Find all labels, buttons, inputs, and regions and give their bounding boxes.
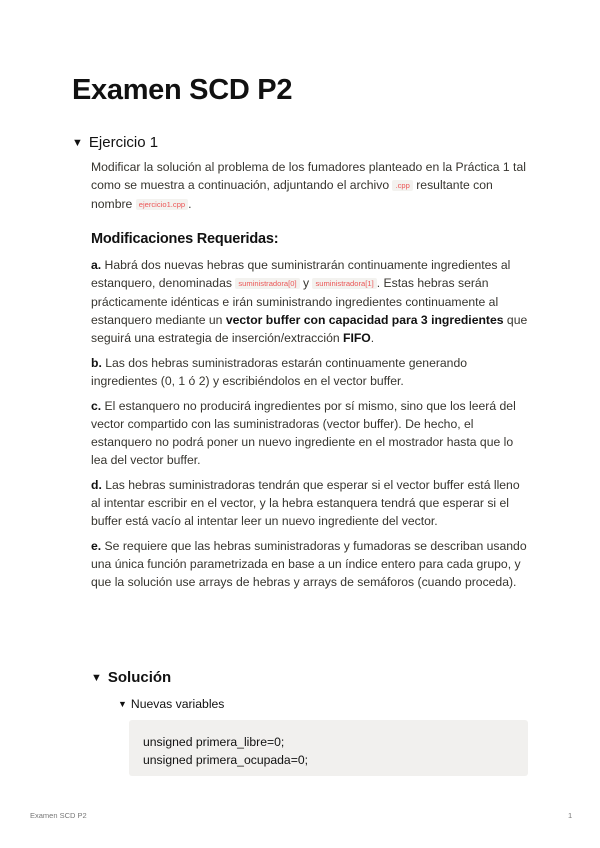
toggle-triangle-icon[interactable]: ▼ [72,137,83,149]
toggle-triangle-icon[interactable]: ▼ [118,699,127,709]
solucion-heading: Solución [107,669,172,686]
toggle-solucion[interactable] [91,669,171,686]
page-title: Examen SCD P2 [72,74,293,106]
ejercicio-heading: Ejercicio 1 [88,134,159,151]
ejercicio-content [91,158,529,598]
toggle-ejercicio-1[interactable] [72,134,158,151]
toggle-nuevas-variables[interactable] [118,697,224,711]
inline-code: .cpp [392,180,412,191]
code-line: unsigned primera_ocupada=0; [143,753,308,767]
item-c: c. El estanquero no producirá ingredientes por sí mismo, sino que los leerá del vector compartido con las suministradoras (vector buffer). De hecho, el estanquero no podrá poner un nuevo ingrediente en el mostrador hasta que lo lea del vector buffer. [91,399,516,467]
nuevas-variables-label: Nuevas variables [130,697,225,711]
inline-code: suministradora[1] [312,278,376,289]
page-number: 1 [568,811,573,820]
item-b: b. Las dos hebras suministradoras estarán continuamente generando ingredientes (0, 1 ó 2) y escribiéndolos en el vector buffer. [91,356,468,388]
item-a: a. Habrá dos nuevas hebras que suministrarán continuamente ingredientes al estanquero, denominadas suministradora[0] y suministradora[1] . Estas hebras serán prácticamente idénticas e irán suministrando ingredientes continuamente al estanquero mediante un vector buffer con capacidad para 3 ingredientes que seguirá una estrategia de inserción/extracción FIFO. [91,258,528,345]
toggle-triangle-icon[interactable]: ▼ [91,672,102,684]
item-d: d. Las hebras suministradoras tendrán que esperar si el vector buffer está lleno al intentar escribir en el vector, y la hebra estanquera tendrá que esperar si el buffer está vacío al intentar leer un nuevo ingrediente del vector. [91,478,520,528]
code-block [129,720,528,776]
footer-doc-name: Examen SCD P2 [30,811,87,820]
inline-code: suministradora[0] [235,278,299,289]
modificaciones-heading: Modificaciones Requeridas: [91,231,279,247]
inline-code: ejercicio1.cpp [136,199,188,210]
intro-paragraph: Modificar la solución al problema de los fumadores planteado en la Práctica 1 tal como se muestra a continuación, adjuntando el archivo .cpp resultante con nombre ejercicio1.cpp . [91,160,526,211]
code-line: unsigned primera_libre=0; [143,735,285,749]
item-e: e. Se requiere que las hebras suministradoras y fumadoras se describan usando una única función parametrizada en base a un índice entero para cada grupo, y que la solución use arrays de hebras y arrays de semáforos (cuando proceda). [91,539,527,589]
